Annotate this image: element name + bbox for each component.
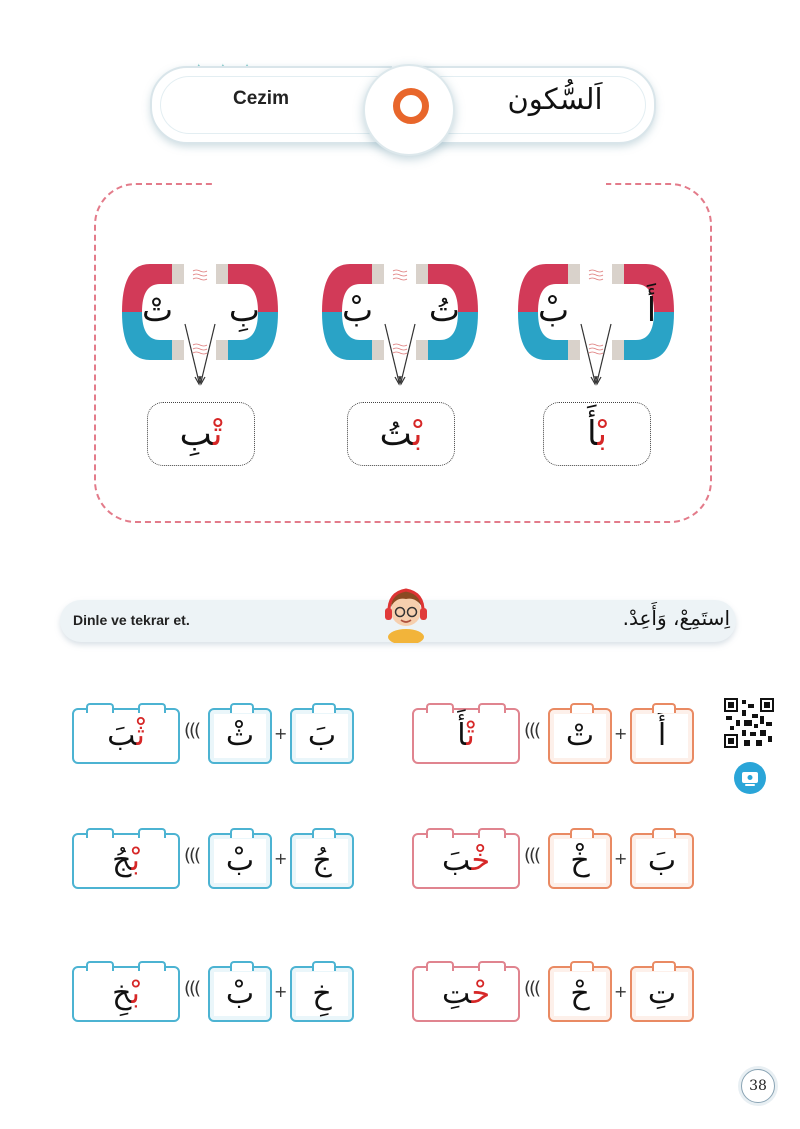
- letter: تِ: [647, 976, 677, 1011]
- magnet-letter-right: تُ: [428, 290, 460, 329]
- magnet-letter-left: بْ: [538, 290, 570, 329]
- result-letter-first: أَ: [587, 414, 598, 454]
- exercise-row: [412, 702, 692, 764]
- letter-block-second: [548, 966, 612, 1022]
- instruction-turkish: Dinle ve tekrar et.: [73, 612, 190, 628]
- result-block: [72, 708, 180, 764]
- title-turkish: Cezim: [233, 88, 289, 109]
- letter-block-first: [290, 966, 354, 1022]
- letter: خْ: [570, 843, 590, 878]
- exercise-row: [412, 827, 692, 889]
- letter: حْ: [570, 976, 590, 1011]
- magnetic-wave-icon: [192, 268, 208, 282]
- result-letter-first: تُ: [379, 414, 413, 454]
- letter: بَ: [647, 843, 677, 878]
- result-letter-sukun: تْ: [212, 414, 223, 454]
- letter-block-first: [290, 833, 354, 889]
- result-letter-first: تِ: [441, 976, 472, 1011]
- result-letter-first: بَ: [107, 718, 137, 753]
- sound-wave-icon: (((: [184, 978, 200, 999]
- video-play-button[interactable]: [734, 762, 766, 794]
- result-letter-first: أَ: [457, 718, 467, 753]
- magnetic-wave-icon: [392, 342, 408, 356]
- magnetic-wave-icon: [192, 342, 208, 356]
- magnetic-wave-icon: [588, 342, 604, 356]
- qr-code-icon[interactable]: [724, 698, 774, 748]
- letter-block-first: [290, 708, 354, 764]
- result-block: [412, 833, 520, 889]
- letter: بَ: [307, 718, 337, 753]
- letter-block-second: [548, 708, 612, 764]
- result-block: [412, 708, 520, 764]
- sound-wave-icon: (((: [184, 720, 200, 741]
- result-letter-first: بَ: [441, 843, 472, 878]
- letter: بْ: [225, 843, 255, 878]
- sukun-icon: [393, 88, 429, 124]
- magnetic-wave-icon: [588, 268, 604, 282]
- result-letter-first: بِ: [179, 414, 213, 454]
- magnet-group: [120, 262, 280, 472]
- magnet-group: [320, 262, 480, 472]
- letter: ثْ: [225, 718, 255, 753]
- title-arabic: اَلسُّكون: [507, 82, 603, 116]
- result-letter-sukun: بْ: [412, 414, 423, 454]
- letter-block-second: [208, 708, 272, 764]
- plus-sign: +: [274, 724, 288, 743]
- letter: بْ: [225, 976, 255, 1011]
- result-letter-first: جُ: [112, 843, 132, 878]
- plus-sign: +: [274, 982, 288, 1001]
- sound-wave-icon: (((: [524, 978, 540, 999]
- exercise-row: [412, 960, 692, 1022]
- letter-block-first: [630, 708, 694, 764]
- sound-wave-icon: (((: [524, 845, 540, 866]
- magnet-letter-right: بِ: [228, 290, 260, 329]
- letter-block-second: [208, 966, 272, 1022]
- letter: تْ: [565, 718, 595, 753]
- exercise-row: [72, 960, 352, 1022]
- plus-sign: +: [614, 724, 628, 743]
- result-block: [412, 966, 520, 1022]
- plus-sign: +: [614, 849, 628, 868]
- sound-wave-icon: (((: [184, 845, 200, 866]
- result-box: [347, 402, 455, 466]
- result-letter-sukun: حْ: [471, 976, 490, 1011]
- page-number: 38: [741, 1069, 775, 1103]
- result-letter-sukun: بْ: [131, 976, 140, 1011]
- plus-sign: +: [614, 982, 628, 1001]
- magnetic-wave-icon: [392, 268, 408, 282]
- result-letter-sukun: تْ: [466, 718, 475, 753]
- result-block: [72, 966, 180, 1022]
- result-letter-sukun: خْ: [471, 843, 490, 878]
- letter: أَ: [657, 718, 667, 753]
- letter-block-second: [208, 833, 272, 889]
- result-box: [543, 402, 651, 466]
- result-box: [147, 402, 255, 466]
- instruction-arabic: اِستَمِعْ، وَأَعِدْ.: [622, 606, 730, 630]
- screen-icon: [734, 762, 766, 794]
- sound-wave-icon: (((: [524, 720, 540, 741]
- exercise-row: [72, 702, 352, 764]
- magnet-letter-right: أَ: [646, 290, 656, 329]
- result-block: [72, 833, 180, 889]
- letter-block-first: [630, 833, 694, 889]
- result-letter-sukun: ثْ: [136, 718, 145, 753]
- letter: خِ: [312, 976, 332, 1011]
- magnet-letter-left: تْ: [142, 290, 174, 329]
- letter-block-first: [630, 966, 694, 1022]
- letter: جُ: [312, 843, 332, 878]
- plus-sign: +: [274, 849, 288, 868]
- boy-with-headphones-icon: [380, 583, 432, 643]
- magnet-group: [516, 262, 676, 472]
- result-letter-first: خِ: [112, 976, 132, 1011]
- result-letter-sukun: بْ: [131, 843, 140, 878]
- letter-block-second: [548, 833, 612, 889]
- exercise-row: [72, 827, 352, 889]
- result-letter-sukun: بْ: [597, 414, 607, 454]
- magnet-letter-left: بْ: [342, 290, 374, 329]
